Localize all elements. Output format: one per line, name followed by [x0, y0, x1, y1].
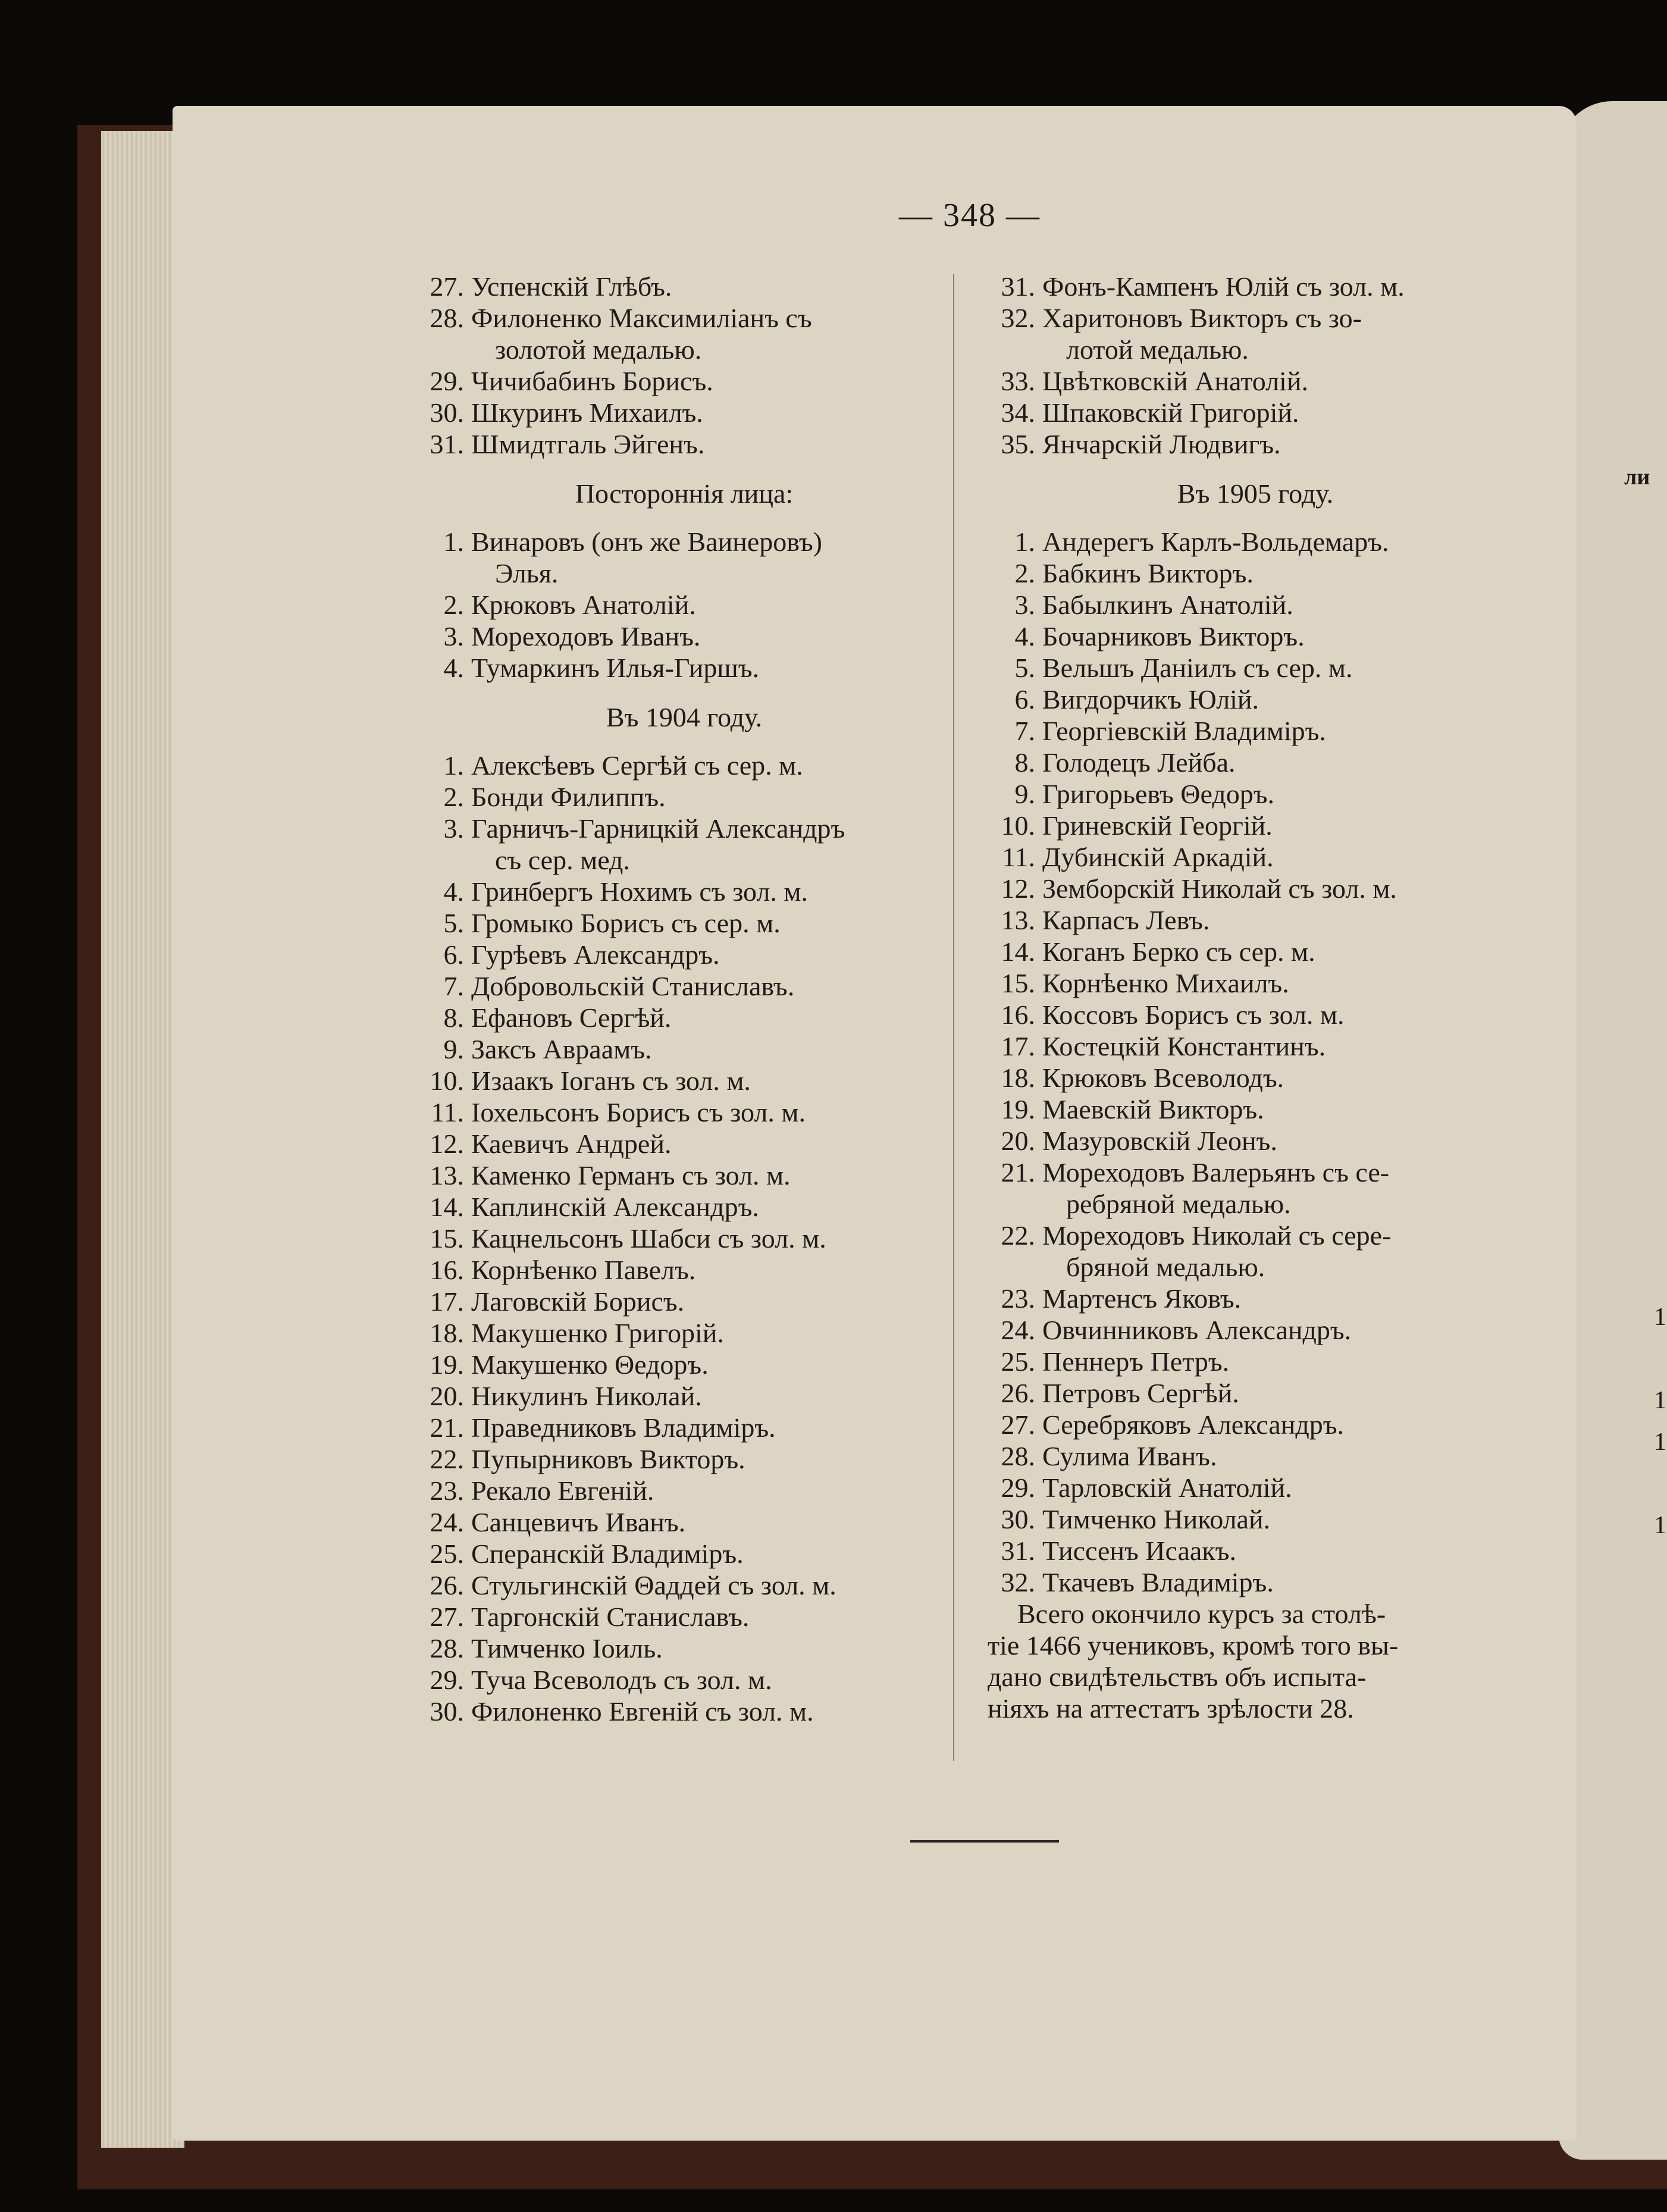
entry-number: 17.	[1001, 1031, 1035, 1061]
entry-number: 6.	[1014, 684, 1035, 715]
entry-number: 8.	[1014, 747, 1035, 778]
entry-name: Фонъ-Кампенъ Юлій съ зол. м.	[1042, 271, 1405, 302]
entry-number: 25.	[430, 1539, 464, 1569]
entry-name: Шпаковскій Григорій.	[1042, 397, 1299, 428]
entry-name: Мореходовъ Николай съ сере-	[1042, 1220, 1392, 1251]
list-entry	[405, 781, 940, 813]
entry-name: Карпасъ Левъ.	[1042, 905, 1210, 935]
list-entry	[976, 1125, 1511, 1157]
list-entry	[976, 904, 1511, 936]
entry-name: Дубинскій Аркадій.	[1042, 842, 1274, 872]
list-entry	[976, 936, 1511, 967]
list-entry	[976, 1283, 1511, 1314]
list-entry	[976, 967, 1511, 999]
list-entry	[405, 1286, 940, 1317]
list-entry	[405, 1569, 940, 1601]
list-entry	[405, 1664, 940, 1696]
entry-number: 32.	[1001, 303, 1035, 333]
entry-number: 29.	[1001, 1472, 1035, 1503]
entry-number: 19.	[430, 1349, 464, 1380]
list-entry	[976, 557, 1511, 589]
entry-name: Бочарниковъ Викторъ.	[1042, 621, 1305, 651]
list-entry	[976, 1220, 1511, 1283]
entry-name: Праведниковъ Владиміръ.	[471, 1412, 776, 1443]
entry-name: Крюковъ Анатолій.	[471, 590, 696, 620]
entry-name: Рекало Евгеній.	[471, 1475, 654, 1506]
entry-number: 22.	[1001, 1220, 1035, 1251]
entry-name: Корнѣенко Павелъ.	[471, 1255, 696, 1285]
list-entry	[976, 271, 1511, 302]
entry-number: 3.	[443, 813, 464, 844]
list-entry	[405, 1696, 940, 1727]
entry-name: Туча Всеволодъ съ зол. м.	[471, 1665, 772, 1695]
list-entry	[405, 1633, 940, 1664]
entry-name: Бабкинъ Викторъ.	[1042, 558, 1254, 588]
entry-number: 30.	[430, 397, 464, 428]
entry-number: 18.	[1001, 1063, 1035, 1093]
entry-name: Гриневскій Георгій.	[1042, 810, 1273, 841]
entry-name: Коссовъ Борисъ съ зол. м.	[1042, 1000, 1345, 1030]
page-number: — 348 —	[899, 197, 1041, 234]
entry-number: 15.	[430, 1223, 464, 1254]
entry-number: 3.	[443, 621, 464, 651]
entry-number: 14.	[430, 1192, 464, 1222]
list-entry	[976, 873, 1511, 904]
entry-name: Голодецъ Лейба.	[1042, 747, 1236, 778]
list-entry	[405, 939, 940, 970]
list-entry	[976, 1346, 1511, 1377]
list-entry	[405, 1538, 940, 1569]
entry-name: Шмидтгаль Эйгенъ.	[471, 429, 705, 459]
entry-number: 25.	[1001, 1346, 1035, 1377]
entry-number: 30.	[1001, 1504, 1035, 1534]
list-entry	[405, 589, 940, 621]
entry-name: Санцевичъ Иванъ.	[471, 1507, 686, 1537]
entry-name: Вельшъ Даніилъ съ сер. м.	[1042, 653, 1353, 683]
list-entry	[405, 813, 940, 876]
entry-name: Гринбергъ Нохимъ съ зол. м.	[471, 876, 808, 907]
entry-number: 23.	[1001, 1283, 1035, 1314]
entry-number: 22.	[430, 1444, 464, 1474]
entry-number: 18.	[430, 1318, 464, 1348]
list-entry	[976, 1566, 1511, 1598]
list-entry	[976, 652, 1511, 684]
entry-number: 29.	[430, 366, 464, 396]
list-entry	[976, 1094, 1511, 1125]
list-entry	[405, 1160, 940, 1191]
list-entry	[405, 652, 940, 684]
entry-number: 10.	[1001, 810, 1035, 841]
summary-paragraph	[976, 1598, 1511, 1724]
list-entry	[976, 1157, 1511, 1220]
entry-name: Никулинъ Николай.	[471, 1381, 702, 1411]
entry-number: 15.	[1001, 968, 1035, 998]
entry-number: 12.	[430, 1129, 464, 1159]
entry-number: 7.	[1014, 716, 1035, 746]
list-entry	[405, 876, 940, 907]
entry-number: 27.	[430, 1602, 464, 1632]
entry-number: 4.	[443, 876, 464, 907]
entry-number: 7.	[443, 971, 464, 1001]
list-entry	[405, 1223, 940, 1254]
entry-name: Мартенсъ Яковъ.	[1042, 1283, 1242, 1314]
entry-name-continued: съ сер. мед.	[495, 845, 630, 875]
entry-name: Изаакъ Іоганъ съ зол. м.	[471, 1066, 751, 1096]
list-entry	[976, 365, 1511, 397]
entry-name: Макушенко Θедоръ.	[471, 1349, 709, 1380]
entry-number: 16.	[430, 1255, 464, 1285]
entry-name: Земборскій Николай съ зол. м.	[1042, 873, 1397, 904]
entry-name: Петровъ Сергѣй.	[1042, 1378, 1239, 1408]
left-column	[405, 271, 940, 1727]
summary-line: тіе 1466 учениковъ, кромѣ того вы-	[988, 1630, 1399, 1660]
entry-number: 32.	[1001, 1567, 1035, 1597]
entry-name: Коганъ Берко съ сер. м.	[1042, 936, 1315, 967]
list-entry	[976, 747, 1511, 778]
entry-number: 1.	[443, 750, 464, 781]
entry-name: Тимченко Іоиль.	[471, 1633, 663, 1663]
list-entry	[976, 1409, 1511, 1440]
facing-page-fragment: 1	[1654, 1428, 1666, 1456]
entry-name: Макушенко Григорій.	[471, 1318, 724, 1348]
list-entry	[405, 365, 940, 397]
entry-number: 5.	[443, 908, 464, 938]
entry-name: Костецкій Константинъ.	[1042, 1031, 1326, 1061]
entry-name: Лаговскій Борисъ.	[471, 1286, 685, 1317]
entry-number: 31.	[1001, 1536, 1035, 1566]
list-entry	[976, 1535, 1511, 1566]
entry-name: Каевичъ Андрей.	[471, 1129, 672, 1159]
list-entry	[405, 750, 940, 781]
facing-page-fragment: 1	[1654, 1304, 1666, 1331]
entry-name: Тимченко Николай.	[1042, 1504, 1271, 1534]
outsiders-list	[405, 526, 940, 684]
entry-number: 19.	[1001, 1094, 1035, 1124]
entry-name: Тумаркинъ Илья-Гиршъ.	[471, 653, 760, 683]
entry-number: 20.	[1001, 1126, 1035, 1156]
list-entry	[976, 1062, 1511, 1094]
entry-name: Григорьевъ Θедоръ.	[1042, 779, 1275, 809]
facing-page-fragment: 1	[1654, 1512, 1666, 1539]
column-divider	[953, 274, 954, 1761]
entry-name: Пеннеръ Петръ.	[1042, 1346, 1230, 1377]
entry-number: 27.	[430, 271, 464, 302]
list-entry	[405, 621, 940, 652]
entry-name: Харитоновъ Викторъ съ зо-	[1042, 303, 1362, 333]
page-edges	[101, 131, 184, 2148]
entry-name: Вигдорчикъ Юлій.	[1042, 684, 1259, 715]
entry-name: Добровольскій Станиславъ.	[471, 971, 795, 1001]
entry-number: 3.	[1014, 590, 1035, 620]
list-entry	[405, 1065, 940, 1096]
list-entry	[405, 428, 940, 460]
entry-number: 5.	[1014, 653, 1035, 683]
entry-number: 24.	[1001, 1315, 1035, 1345]
year-1905-list	[976, 526, 1511, 1598]
entry-name-continued: золотой медалью.	[495, 334, 702, 365]
entry-number: 28.	[430, 1633, 464, 1663]
year-1904-list-continued	[976, 271, 1511, 460]
entry-name: Янчарскій Людвигъ.	[1042, 429, 1281, 459]
entry-name: Мореходовъ Валерьянъ съ се-	[1042, 1157, 1390, 1188]
list-entry	[976, 778, 1511, 810]
entry-name: Овчинниковъ Александръ.	[1042, 1315, 1352, 1345]
entry-number: 10.	[430, 1066, 464, 1096]
entry-name: Успенскій Глѣбъ.	[471, 271, 672, 302]
entry-number: 29.	[430, 1665, 464, 1695]
list-entry	[405, 1002, 940, 1033]
list-entry	[405, 1380, 940, 1412]
entry-name: Сперанскій Владиміръ.	[471, 1539, 744, 1569]
entry-number: 31.	[1001, 271, 1035, 302]
entry-number: 4.	[1014, 621, 1035, 651]
entry-name: Ткачевъ Владиміръ.	[1042, 1567, 1274, 1597]
summary-line: ніяхъ на аттестатъ зрѣлости 28.	[988, 1693, 1354, 1724]
graduates-list-continued	[405, 271, 940, 460]
list-entry	[405, 302, 940, 365]
list-entry	[976, 684, 1511, 715]
entry-name: Заксъ Авраамъ.	[471, 1034, 652, 1064]
entry-number: 21.	[1001, 1157, 1035, 1188]
list-entry	[976, 1503, 1511, 1535]
entry-number: 13.	[430, 1160, 464, 1190]
entry-name: Пупырниковъ Викторъ.	[471, 1444, 745, 1474]
entry-number: 28.	[1001, 1441, 1035, 1471]
list-entry	[976, 302, 1511, 365]
list-entry	[405, 1254, 940, 1286]
list-entry	[976, 841, 1511, 873]
list-entry	[405, 907, 940, 939]
list-entry	[976, 1440, 1511, 1472]
entry-name: Гарничъ-Гарницкій Александръ	[471, 813, 845, 844]
entry-number: 23.	[430, 1475, 464, 1506]
list-entry	[405, 1349, 940, 1380]
list-entry	[976, 999, 1511, 1030]
list-entry	[976, 1030, 1511, 1062]
entry-name: Филоненко Евгеній съ зол. м.	[471, 1696, 814, 1727]
entry-name-continued: Элья.	[495, 558, 559, 588]
entry-number: 2.	[443, 590, 464, 620]
entry-name: Таргонскій Станиславъ.	[471, 1602, 750, 1632]
list-entry	[976, 715, 1511, 747]
list-entry	[405, 1506, 940, 1538]
entry-name: Шкуринъ Михаилъ.	[471, 397, 703, 428]
entry-number: 17.	[430, 1286, 464, 1317]
entry-number: 6.	[443, 939, 464, 970]
entry-name: Сулима Иванъ.	[1042, 1441, 1217, 1471]
entry-number: 9.	[1014, 779, 1035, 809]
entry-number: 21.	[430, 1412, 464, 1443]
list-entry	[405, 1443, 940, 1475]
entry-name: Алексѣевъ Сергѣй съ сер. м.	[471, 750, 803, 781]
entry-name: Мазуровскій Леонъ.	[1042, 1126, 1277, 1156]
entry-name: Серебряковъ Александръ.	[1042, 1409, 1345, 1440]
list-entry	[405, 1033, 940, 1065]
list-entry	[976, 397, 1511, 428]
entry-number: 30.	[430, 1696, 464, 1727]
entry-number: 26.	[1001, 1378, 1035, 1408]
year-1905-heading: Въ 1905 году.	[1177, 478, 1334, 509]
entry-number: 34.	[1001, 397, 1035, 428]
entry-number: 14.	[1001, 936, 1035, 967]
entry-name: Тарловскій Анатолій.	[1042, 1472, 1292, 1503]
list-entry	[405, 1128, 940, 1160]
end-rule	[910, 1840, 1059, 1843]
list-entry	[405, 1601, 940, 1633]
entry-name-continued: лотой медалью.	[1066, 334, 1249, 365]
entry-name: Стульгинскій Θаддей съ зол. м.	[471, 1570, 836, 1600]
entry-name: Чичибабинъ Борисъ.	[471, 366, 713, 396]
year-1904-heading: Въ 1904 году.	[606, 702, 763, 732]
entry-number: 31.	[430, 429, 464, 459]
entry-number: 24.	[430, 1507, 464, 1537]
entry-name: Крюковъ Всеволодъ.	[1042, 1063, 1284, 1093]
entry-name: Андерегъ Карлъ-Вольдемаръ.	[1042, 527, 1389, 557]
entry-number: 35.	[1001, 429, 1035, 459]
list-entry	[976, 1314, 1511, 1346]
entry-name: Бонди Филиппъ.	[471, 782, 666, 812]
entry-name: Каменко Германъ съ зол. м.	[471, 1160, 791, 1190]
list-entry	[405, 526, 940, 589]
list-entry	[405, 1191, 940, 1223]
entry-name: Бабылкинъ Анатолій.	[1042, 590, 1293, 620]
list-entry	[405, 397, 940, 428]
list-entry	[405, 271, 940, 302]
entry-name: Кацнельсонъ Шабси съ зол. м.	[471, 1223, 826, 1254]
list-entry	[976, 1377, 1511, 1409]
entry-number: 28.	[430, 303, 464, 333]
entry-number: 12.	[1001, 873, 1035, 904]
entry-number: 9.	[443, 1034, 464, 1064]
list-entry	[976, 526, 1511, 557]
entry-number: 26.	[430, 1570, 464, 1600]
entry-name: Громыко Борисъ съ сер. м.	[471, 908, 781, 938]
entry-name: Тиссенъ Исаакъ.	[1042, 1536, 1236, 1566]
entry-name-continued: ребряной медалью.	[1066, 1189, 1291, 1219]
list-entry	[405, 1475, 940, 1506]
list-entry	[976, 589, 1511, 621]
entry-number: 2.	[1014, 558, 1035, 588]
outsiders-heading: Постороннія лица:	[575, 478, 794, 509]
entry-number: 16.	[1001, 1000, 1035, 1030]
entry-number: 11.	[431, 1097, 464, 1127]
entry-number: 4.	[443, 653, 464, 683]
entry-name: Цвѣтковскій Анатолій.	[1042, 366, 1308, 396]
entry-name: Георгіевскій Владиміръ.	[1042, 716, 1326, 746]
facing-page-fragment: 1	[1654, 1387, 1666, 1414]
list-entry	[405, 1317, 940, 1349]
facing-page-fragment: ли	[1624, 465, 1650, 490]
entry-number: 33.	[1001, 366, 1035, 396]
entry-name: Винаровъ (онъ же Ваинеровъ)	[471, 527, 822, 557]
entry-name: Корнѣенко Михаилъ.	[1042, 968, 1289, 998]
list-entry	[405, 1096, 940, 1128]
entry-number: 2.	[443, 782, 464, 812]
year-1904-list	[405, 750, 940, 1727]
entry-number: 8.	[443, 1002, 464, 1033]
entry-name: Іохельсонъ Борисъ съ зол. м.	[471, 1097, 806, 1127]
entry-name-continued: бряной медалью.	[1066, 1252, 1265, 1282]
list-entry	[976, 1472, 1511, 1503]
entry-number: 1.	[443, 527, 464, 557]
entry-number: 1.	[1014, 527, 1035, 557]
list-entry	[976, 428, 1511, 460]
list-entry	[405, 1412, 940, 1443]
entry-name: Гурѣевъ Александръ.	[471, 939, 720, 970]
entry-number: 11.	[1002, 842, 1035, 872]
summary-line: дано свидѣтельствъ объ испыта-	[988, 1662, 1367, 1692]
right-column	[976, 271, 1511, 1724]
list-entry	[976, 810, 1511, 841]
entry-name: Каплинскій Александръ.	[471, 1192, 759, 1222]
list-entry	[405, 970, 940, 1002]
entry-number: 27.	[1001, 1409, 1035, 1440]
entry-number: 13.	[1001, 905, 1035, 935]
entry-name: Мореходовъ Иванъ.	[471, 621, 701, 651]
list-entry	[976, 621, 1511, 652]
summary-line: Всего окончило курсъ за столѣ-	[1017, 1599, 1386, 1629]
entry-name: Ефановъ Сергѣй.	[471, 1002, 672, 1033]
entry-name: Маевскій Викторъ.	[1042, 1094, 1264, 1124]
entry-name: Филоненко Максимиліанъ съ	[471, 303, 812, 333]
entry-number: 20.	[430, 1381, 464, 1411]
